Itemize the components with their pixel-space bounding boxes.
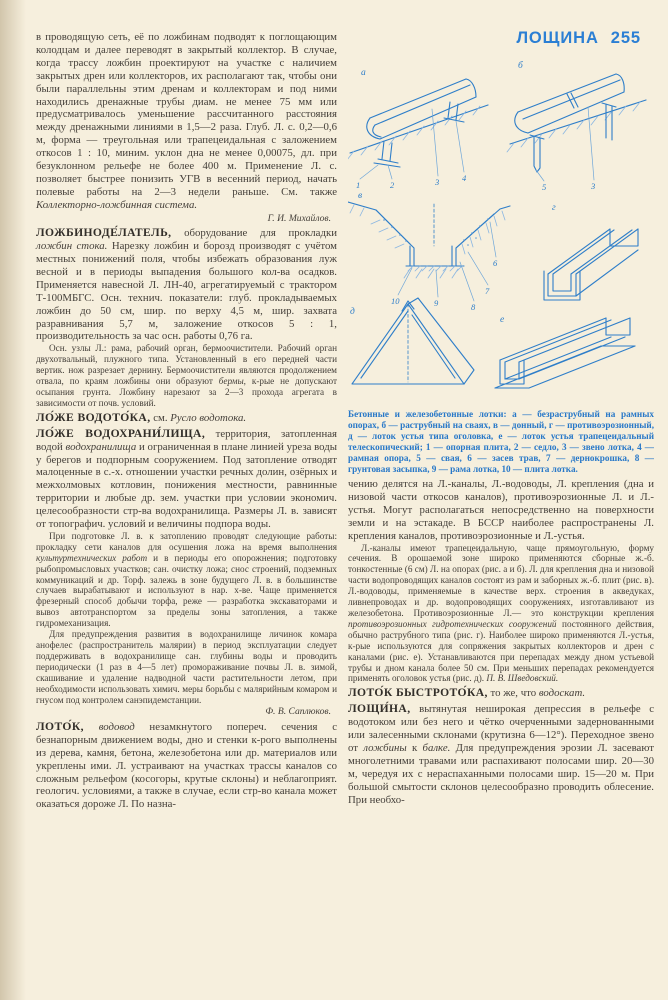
- callout-8: 8: [471, 302, 476, 312]
- drawing-d-triangular-headwall: [350, 298, 474, 384]
- text-run: вытянутая неширокая депрессия в рельефе с водотоком или без него и чётко очерченными задернованными или залесенными склонами (крутизна 6—12°). Переходное звено от: [348, 703, 654, 754]
- text-run: к-рые не допускают осыпания грунта. Ложбину нарезают за 2—3 прохода агрегата в зависимости от почв. условий.: [36, 376, 337, 408]
- page-number: 255: [610, 29, 641, 47]
- cross-reference: водоскат.: [538, 687, 586, 700]
- entry-lozhe-vodotoka: [36, 412, 337, 425]
- text-run: и ограниченная в плане линией уреза воды у берегов и подпорным сооружением. Под затопление отводят малоценные в с.-х. отношении участки речных долин, озёрных и межхолмовых котловин, понижения местности, равнинные территории и любые др. зем. участки при условии экономич. целесообразности стр-ва водохранилища. Размеры Л. в. зависят от топографич. условий и величины подпора воды.: [36, 440, 338, 531]
- book-gutter-shadow: [0, 0, 26, 1000]
- text-run: Для предупреждения эрозии Л. засевают многолетними травами или распахивают полосами шир. 20—30 м, чередуя их с нераспаханными полосами шир. 15—20 м. При большой смытости склонов целесообразно проводить облесение. При необхо-: [348, 741, 654, 806]
- cross-reference: ложбины: [363, 741, 407, 754]
- callout-4: 4: [462, 173, 467, 183]
- entry-headword: ЛОЩИ́НА,: [348, 702, 411, 716]
- drawing-a-flume-on-frames: [348, 68, 488, 190]
- italic-term: культуртехнических работ: [36, 552, 148, 563]
- italic-term: противоэрозионных гидротехнических сооружений: [348, 618, 557, 629]
- cross-reference: Русло водотока.: [170, 411, 247, 424]
- callout-6: 6: [493, 258, 498, 268]
- entry-headword: ЛОТО́К БЫСТРОТО́КА,: [348, 686, 488, 700]
- entry-lotok-bystrotoka: [348, 687, 654, 700]
- label-d: д: [350, 307, 355, 317]
- petit-paragraph: [36, 629, 337, 705]
- entry-loshchina: [348, 703, 654, 806]
- entry-lozhe-vodokhranilishcha: [36, 428, 337, 531]
- entry-headword: ЛОТО́К,: [36, 719, 84, 733]
- figure-caption: Бетонные и железобетонные лотки: а — безраструбный на рамных опорах, б — раструбный на сваях, в — донный, г — противоэрозионный, д — лоток устья типа оголовка, е — лоток устья трапецеидальный телескопический; 1 — опорная плита, 2 — седло, 3 — звено лотка, 4 — рамная опора, 5 — свая, 6 — засев трав, 7 — дернокрошка, 8 — грунтовая засыпка, 9 — рама лотка, 10 — плита лотка.: [348, 409, 654, 474]
- entry-lotok: [36, 721, 337, 811]
- drawing-b-flume-on-piles: [507, 60, 646, 192]
- running-head: [516, 29, 641, 48]
- paragraph-continuation: [36, 31, 337, 212]
- author-signature: Г. И. Михайлов.: [267, 212, 331, 224]
- entry-lozhbinodelatel: [36, 227, 337, 343]
- drawing-e-telescopic-trough: [495, 315, 635, 388]
- label-v: в: [358, 191, 363, 201]
- cross-reference: водохранилища: [65, 440, 137, 453]
- text-run: и в периоды его опорожнения; подготовку рыбопромысловых участков; сан. очистку ложа; снос строений, подземных коммуникаций и др. Торф. залежь в зоне будущего Л. в. в большинстве случаев вырабатывают и используют в нар. х-ве. Чаще применяется фрезерный способ добычи торфа, реже — разработка экскаваторами и вывоз автотранспортом за пределы зоны затопления, а также гидромеханизация.: [36, 552, 337, 629]
- text-run: Нарезку ложбин и борозд производят с учётом местных понижений поля, чтобы избежать образования луж весной и в периоды выпадения большого кол-ва осадков. Применяется навесной Л. ЛН-40, агрегатируемый с трактором Т-100МБГС. Осн. технич. показатели: глуб. прокладываемых ложбин до 50 см, шир. по верху 4,5 м, шир. захвата разравнивания 5,7 м, заложение откосов 5 : 1, производительность за час осн. работы 0,76 га.: [36, 240, 337, 343]
- text-run: в проводящую сеть, её по ложбинам подводят к поглощающим колодцам и далее переводят в закрытый коллектор. В случае, когда трассу ложбин проектируют на участке с наличием закрытых дрен или коллекторов, их располагают так, чтобы они были параллельны этим дренам и коллекторам и под ними находились дренажные трубы диам. не менее 75 мм или предусматривалось уменьшение рассчитанного расстояния между дренажными линиями в 1,5—2 раза. Глуб. Л. с. 0,2—0,6 м, форма — треугольная или трапецеидальная с заложением откосов 1 : 10, миним. уклон дна не менее 0,00075, дл. при безуклонном рельефе не более 400 м. Применение Л. с. позволяет быстрее понизить УГВ в весенний период, начать полевые работы на 2—3 недели раньше. См. также: [36, 31, 337, 198]
- entry-headword: ЛО́ЖЕ ВОДОХРАНИ́ЛИЩА,: [36, 426, 206, 440]
- callout-9: 9: [434, 298, 439, 308]
- petit-paragraph: [36, 531, 337, 629]
- italic-term: бермы,: [218, 376, 246, 387]
- callout-7: 7: [485, 286, 490, 296]
- paragraph-continuation-right: [348, 478, 654, 543]
- drawing-v-canal-cross-section: [348, 191, 510, 312]
- label-b: б: [518, 61, 523, 71]
- text-run: незамкнутого попереч. сечения с безнапорным движением воды, дно и стенки к-рого выполнены из дерева, камня, бетона, железобетона или др. материалов или укреплены ими. Л. устраивают на участках трассы каналов со сложным рельефом (косогоры, крутые склоны) и неблагоприят. геологич. условиями, а также в случае, если стр-во канала может оказаться дороже Л. По назна-: [36, 720, 338, 811]
- author-signature: Ф. В. Саплюков.: [265, 706, 331, 718]
- text-run: к: [406, 741, 423, 754]
- label-a: а: [361, 68, 366, 78]
- cross-reference: Коллекторно-ложбинная система.: [36, 198, 198, 211]
- text-run: см.: [150, 411, 171, 424]
- entry-headword: ЛОЖБИНОДЕ́ЛАТЕЛЬ,: [36, 226, 172, 240]
- callout-5: 5: [542, 182, 547, 192]
- callout-3: 3: [435, 177, 440, 187]
- text-run: При подготовке Л. в. к затоплению проводят следующие работы: прокладку сети каналов для осушения ложа на время выполнения: [36, 530, 337, 552]
- drawing-g-socket-trough: [544, 203, 638, 300]
- callout-3b: 3: [591, 181, 596, 191]
- label-g: г: [552, 203, 556, 213]
- text-run: Осн. узлы Л.: рама, рабочий орган, бермоочистители. Рабочий орган двухотвальный, плужного типа. Установленный в его передней части вертик. нож разрезает дернину. Бермоочистители являются продолжением отвала, по краям ложбины они образуют: [36, 343, 337, 387]
- text-run: постоянного действия, обычно раструбного типа (рис. г). Наиболее широко применяются Л.-устья, к-рые используются для сопряжения закрытых коллекторов и дрен с каналами (рис. е). Устанавливаются при перепадах между дном устьевой трубы и дном канала более 50 см. При меньших перепадах рекомендуется применять оголовок устья (рис. д).: [348, 618, 654, 684]
- cross-reference: ложбин стока.: [36, 240, 108, 253]
- entry-headword: ЛО́ЖЕ ВОДОТО́КА,: [36, 410, 151, 424]
- text-run: Для предупреждения развития в водохранилище личинок комара анофелес (распространитель малярии) в период эксплуатации следует поддерживать в водохранилище сан. глубины воды и проводить периодически (1 раз в 4—5 лет) промораживание почвы Л. в. зимой, скашивание и удаление надводной части растительности летом, при необходимости использовать химич. меры борьбы с малярийным комаром и гнусом под контролем санэпидемстанции.: [36, 629, 337, 705]
- petit-paragraph: [348, 543, 654, 685]
- running-head-title: ЛОЩИНА: [516, 29, 599, 47]
- text-run: территория, затопленная водой: [36, 427, 337, 453]
- callout-2: 2: [390, 180, 395, 190]
- callout-1: 1: [356, 180, 361, 190]
- flumes-line-drawing: [348, 52, 654, 404]
- callout-10: 10: [391, 296, 400, 306]
- petit-paragraph: [36, 343, 337, 408]
- italic-term: водовод: [98, 720, 135, 733]
- right-column: [348, 52, 654, 806]
- figure-concrete-flumes: [348, 52, 654, 475]
- left-column: [36, 31, 337, 811]
- text-run: то же, что: [487, 687, 539, 700]
- text-run: [84, 721, 99, 733]
- text-run: чению делятся на Л.-каналы, Л.-водоводы, Л. крепления (дна и низовой части откосов каналов), противоэрозионные Л. и Л.-устья. Могут располагаться непосредственно на поверхности земли и на эстакаде. В БССР наиболее распространены Л. крепления каналов, противоэрозионные и Л.-устья.: [348, 478, 654, 542]
- text-run: Л.-каналы имеют трапецеидальную, чаще прямоугольную, форму сечения. В орошаемой зоне широко применяются сборные ж.-б. тонкостенные (6 см) Л. на опорах (рис. а и б). Л. для крепления дна и низовой части водопроводящих каналов состоят из рам и заборных ж.-б. плит (рис. в). Л.-водоводы, применяемые в качестве верх. строения в акведуках, ливнепроводах и др. водопроводящих сооружениях, изготавливают из железобетона. Противоэрозионные Л.— это конструкции крепления: [348, 542, 654, 618]
- label-e: е: [500, 315, 505, 325]
- author-signature-inline: П. В. Шведовский.: [486, 673, 559, 684]
- cross-reference: балке.: [422, 741, 451, 754]
- text-run: оборудование для прокладки: [171, 227, 337, 240]
